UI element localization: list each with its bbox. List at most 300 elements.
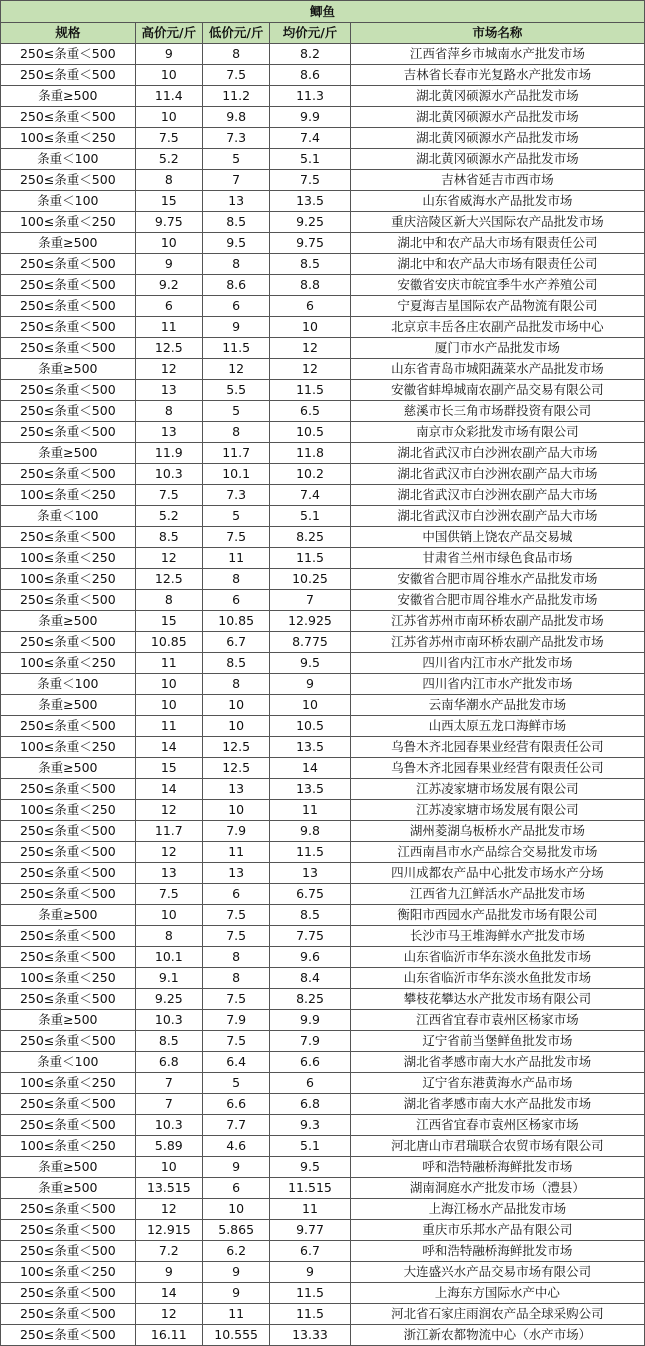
cell-high-price: 12: [135, 800, 202, 821]
cell-high-price: 10.1: [135, 947, 202, 968]
cell-high-price: 7.5: [135, 485, 202, 506]
cell-high-price: 10: [135, 1157, 202, 1178]
cell-market-name: 湖北黄冈硕源水产品批发市场: [350, 149, 644, 170]
cell-spec: 条重＜100: [1, 149, 136, 170]
cell-market-name: 安徽省合肥市周谷堆水产品批发市场: [350, 590, 644, 611]
cell-market-name: 浙江新农都物流中心（水产市场）: [350, 1325, 644, 1346]
cell-spec: 250≤条重＜500: [1, 1094, 136, 1115]
cell-market-name: 湖北中和农产品大市场有限责任公司: [350, 254, 644, 275]
cell-market-name: 乌鲁木齐北园春果业经营有限责任公司: [350, 737, 644, 758]
table-row: [1, 947, 645, 968]
cell-avg-price: 12: [270, 338, 350, 359]
cell-low-price: 8.6: [202, 275, 269, 296]
cell-high-price: 7.5: [135, 128, 202, 149]
cell-spec: 250≤条重＜500: [1, 380, 136, 401]
cell-low-price: 10: [202, 695, 269, 716]
cell-market-name: 江苏省苏州市南环桥农副产品批发市场: [350, 611, 644, 632]
table-row: [1, 1262, 645, 1283]
table-row: [1, 842, 645, 863]
table-row: [1, 1031, 645, 1052]
cell-avg-price: 9: [270, 1262, 350, 1283]
cell-spec: 条重＜100: [1, 674, 136, 695]
cell-market-name: 北京京丰岳各庄农副产品批发市场中心: [350, 317, 644, 338]
table-row: [1, 569, 645, 590]
cell-avg-price: 6.8: [270, 1094, 350, 1115]
cell-low-price: 10: [202, 800, 269, 821]
cell-market-name: 湖北省武汉市白沙洲农副产品大市场: [350, 506, 644, 527]
cell-market-name: 辽宁省前当堡鲜鱼批发市场: [350, 1031, 644, 1052]
cell-low-price: 7.7: [202, 1115, 269, 1136]
cell-spec: 250≤条重＜500: [1, 527, 136, 548]
header-row: [1, 23, 645, 44]
cell-low-price: 7.3: [202, 485, 269, 506]
cell-low-price: 7: [202, 170, 269, 191]
table-row: [1, 695, 645, 716]
cell-market-name: 乌鲁木齐北园春果业经营有限责任公司: [350, 758, 644, 779]
table-row: [1, 758, 645, 779]
cell-avg-price: 6: [270, 296, 350, 317]
table-row: [1, 905, 645, 926]
cell-spec: 250≤条重＜500: [1, 863, 136, 884]
cell-high-price: 10: [135, 107, 202, 128]
cell-high-price: 7.2: [135, 1241, 202, 1262]
cell-low-price: 5: [202, 149, 269, 170]
cell-low-price: 5: [202, 401, 269, 422]
cell-high-price: 13: [135, 422, 202, 443]
cell-spec: 250≤条重＜500: [1, 1031, 136, 1052]
cell-high-price: 13: [135, 380, 202, 401]
cell-high-price: 15: [135, 611, 202, 632]
cell-spec: 250≤条重＜500: [1, 1304, 136, 1325]
cell-market-name: 衡阳市西园水产品批发市场有限公司: [350, 905, 644, 926]
cell-low-price: 8.5: [202, 653, 269, 674]
cell-market-name: 中国供销上饶农产品交易城: [350, 527, 644, 548]
table-row: [1, 254, 645, 275]
cell-market-name: 山东省临沂市华东淡水鱼批发市场: [350, 947, 644, 968]
cell-low-price: 9: [202, 1157, 269, 1178]
cell-avg-price: 13: [270, 863, 350, 884]
cell-low-price: 5.5: [202, 380, 269, 401]
cell-high-price: 10.3: [135, 1010, 202, 1031]
cell-high-price: 10.3: [135, 464, 202, 485]
cell-spec: 条重≥500: [1, 758, 136, 779]
cell-market-name: 呼和浩特融桥海鲜批发市场: [350, 1241, 644, 1262]
table-row: [1, 170, 645, 191]
cell-avg-price: 7.5: [270, 170, 350, 191]
cell-low-price: 9.5: [202, 233, 269, 254]
cell-low-price: 6.2: [202, 1241, 269, 1262]
cell-low-price: 11.5: [202, 338, 269, 359]
cell-low-price: 8: [202, 422, 269, 443]
table-row: [1, 1157, 645, 1178]
cell-low-price: 6: [202, 296, 269, 317]
table-row: [1, 401, 645, 422]
cell-low-price: 6.6: [202, 1094, 269, 1115]
cell-low-price: 7.9: [202, 821, 269, 842]
cell-market-name: 湖北中和农产品大市场有限责任公司: [350, 233, 644, 254]
cell-spec: 250≤条重＜500: [1, 422, 136, 443]
cell-spec: 条重＜100: [1, 191, 136, 212]
cell-market-name: 上海东方国际水产中心: [350, 1283, 644, 1304]
cell-high-price: 9.75: [135, 212, 202, 233]
cell-high-price: 6.8: [135, 1052, 202, 1073]
table-row: [1, 296, 645, 317]
cell-avg-price: 9.9: [270, 1010, 350, 1031]
cell-high-price: 8.5: [135, 1031, 202, 1052]
cell-market-name: 江西省宜春市袁州区杨家市场: [350, 1115, 644, 1136]
cell-avg-price: 8.5: [270, 905, 350, 926]
cell-market-name: 河北唐山市君瑞联合农贸市场有限公司: [350, 1136, 644, 1157]
cell-avg-price: 6.5: [270, 401, 350, 422]
header-low-price: 低价元/斤: [202, 23, 269, 44]
cell-market-name: 江西省九江鲜活水产品批发市场: [350, 884, 644, 905]
cell-low-price: 11: [202, 548, 269, 569]
cell-spec: 250≤条重＜500: [1, 1199, 136, 1220]
table-title: 鲫鱼: [1, 1, 645, 23]
table-row: [1, 65, 645, 86]
cell-high-price: 12.5: [135, 569, 202, 590]
cell-high-price: 13: [135, 863, 202, 884]
cell-high-price: 14: [135, 737, 202, 758]
cell-avg-price: 7.9: [270, 1031, 350, 1052]
table-row: [1, 884, 645, 905]
table-row: [1, 968, 645, 989]
cell-spec: 250≤条重＜500: [1, 947, 136, 968]
cell-low-price: 11: [202, 1304, 269, 1325]
cell-spec: 条重＜100: [1, 1052, 136, 1073]
table-row: [1, 44, 645, 65]
cell-market-name: 江苏凌家塘市场发展有限公司: [350, 800, 644, 821]
cell-avg-price: 8.775: [270, 632, 350, 653]
cell-spec: 100≤条重＜250: [1, 1136, 136, 1157]
table-row: [1, 317, 645, 338]
table-row: [1, 233, 645, 254]
cell-spec: 100≤条重＜250: [1, 968, 136, 989]
cell-avg-price: 12.925: [270, 611, 350, 632]
cell-spec: 250≤条重＜500: [1, 1241, 136, 1262]
table-row: [1, 779, 645, 800]
cell-high-price: 16.11: [135, 1325, 202, 1346]
table-row: [1, 128, 645, 149]
cell-spec: 条重≥500: [1, 233, 136, 254]
cell-low-price: 5.865: [202, 1220, 269, 1241]
cell-avg-price: 11.3: [270, 86, 350, 107]
cell-high-price: 7.5: [135, 884, 202, 905]
table-row: [1, 149, 645, 170]
cell-market-name: 山西太原五龙口海鲜市场: [350, 716, 644, 737]
table-row: [1, 1010, 645, 1031]
cell-spec: 250≤条重＜500: [1, 1283, 136, 1304]
cell-spec: 100≤条重＜250: [1, 1262, 136, 1283]
cell-spec: 条重≥500: [1, 611, 136, 632]
table-row: [1, 926, 645, 947]
cell-spec: 100≤条重＜250: [1, 485, 136, 506]
table-row: [1, 1325, 645, 1346]
cell-market-name: 慈溪市长三角市场群投资有限公司: [350, 401, 644, 422]
table-row: [1, 1136, 645, 1157]
cell-low-price: 8: [202, 44, 269, 65]
cell-high-price: 12.915: [135, 1220, 202, 1241]
table-row: [1, 548, 645, 569]
cell-market-name: 南京市众彩批发市场有限公司: [350, 422, 644, 443]
cell-avg-price: 13.5: [270, 191, 350, 212]
cell-market-name: 江西南昌市水产品综合交易批发市场: [350, 842, 644, 863]
cell-avg-price: 10.2: [270, 464, 350, 485]
cell-high-price: 8: [135, 170, 202, 191]
cell-avg-price: 13.5: [270, 779, 350, 800]
cell-low-price: 5: [202, 506, 269, 527]
table-row: [1, 464, 645, 485]
cell-high-price: 5.2: [135, 149, 202, 170]
cell-avg-price: 9.6: [270, 947, 350, 968]
cell-market-name: 湖北省武汉市白沙洲农副产品大市场: [350, 485, 644, 506]
cell-high-price: 15: [135, 758, 202, 779]
table-row: [1, 380, 645, 401]
cell-low-price: 10: [202, 716, 269, 737]
header-avg-price: 均价元/斤: [270, 23, 350, 44]
cell-market-name: 湖北黄冈硕源水产品批发市场: [350, 107, 644, 128]
cell-high-price: 12.5: [135, 338, 202, 359]
cell-market-name: 甘肃省兰州市绿色食品市场: [350, 548, 644, 569]
cell-avg-price: 8.8: [270, 275, 350, 296]
cell-low-price: 9.8: [202, 107, 269, 128]
cell-high-price: 11: [135, 653, 202, 674]
cell-market-name: 湖北黄冈硕源水产品批发市场: [350, 86, 644, 107]
cell-market-name: 大连盛兴水产品交易市场有限公司: [350, 1262, 644, 1283]
cell-spec: 250≤条重＜500: [1, 590, 136, 611]
table-row: [1, 989, 645, 1010]
cell-low-price: 8: [202, 947, 269, 968]
table-row: [1, 359, 645, 380]
cell-spec: 250≤条重＜500: [1, 254, 136, 275]
table-row: [1, 674, 645, 695]
table-row: [1, 737, 645, 758]
cell-market-name: 山东省临沂市华东淡水鱼批发市场: [350, 968, 644, 989]
cell-low-price: 11.7: [202, 443, 269, 464]
cell-high-price: 12: [135, 1199, 202, 1220]
cell-spec: 条重≥500: [1, 1010, 136, 1031]
cell-avg-price: 11: [270, 800, 350, 821]
cell-low-price: 4.6: [202, 1136, 269, 1157]
cell-market-name: 湖北省武汉市白沙洲农副产品大市场: [350, 464, 644, 485]
cell-high-price: 8: [135, 401, 202, 422]
table-row: [1, 1220, 645, 1241]
cell-spec: 100≤条重＜250: [1, 128, 136, 149]
cell-market-name: 山东省青岛市城阳蔬菜水产品批发市场: [350, 359, 644, 380]
table-row: [1, 1304, 645, 1325]
cell-spec: 250≤条重＜500: [1, 338, 136, 359]
table-row: [1, 1115, 645, 1136]
cell-spec: 条重≥500: [1, 359, 136, 380]
cell-spec: 250≤条重＜500: [1, 1115, 136, 1136]
cell-high-price: 11.9: [135, 443, 202, 464]
cell-low-price: 13: [202, 191, 269, 212]
cell-avg-price: 8.4: [270, 968, 350, 989]
cell-high-price: 8: [135, 590, 202, 611]
cell-high-price: 5.2: [135, 506, 202, 527]
cell-high-price: 11.4: [135, 86, 202, 107]
cell-low-price: 7.5: [202, 905, 269, 926]
cell-low-price: 5: [202, 1073, 269, 1094]
cell-avg-price: 8.25: [270, 527, 350, 548]
cell-avg-price: 11.5: [270, 842, 350, 863]
table-row: [1, 422, 645, 443]
cell-spec: 250≤条重＜500: [1, 1325, 136, 1346]
cell-avg-price: 10.25: [270, 569, 350, 590]
cell-market-name: 辽宁省东港黄海水产品市场: [350, 1073, 644, 1094]
cell-market-name: 长沙市马王堆海鲜水产批发市场: [350, 926, 644, 947]
cell-market-name: 湖北省孝感市南大水产品批发市场: [350, 1094, 644, 1115]
table-row: [1, 485, 645, 506]
cell-low-price: 11: [202, 842, 269, 863]
table-row: [1, 1283, 645, 1304]
cell-high-price: 15: [135, 191, 202, 212]
cell-avg-price: 11.5: [270, 1283, 350, 1304]
cell-spec: 100≤条重＜250: [1, 737, 136, 758]
table-row: [1, 716, 645, 737]
cell-low-price: 8: [202, 569, 269, 590]
cell-spec: 条重≥500: [1, 905, 136, 926]
cell-market-name: 呼和浩特融桥海鲜批发市场: [350, 1157, 644, 1178]
cell-spec: 250≤条重＜500: [1, 317, 136, 338]
cell-spec: 100≤条重＜250: [1, 569, 136, 590]
cell-high-price: 9: [135, 44, 202, 65]
cell-spec: 250≤条重＜500: [1, 779, 136, 800]
cell-avg-price: 5.1: [270, 149, 350, 170]
cell-market-name: 上海江杨水产品批发市场: [350, 1199, 644, 1220]
cell-spec: 250≤条重＜500: [1, 464, 136, 485]
table-row: [1, 107, 645, 128]
cell-low-price: 7.9: [202, 1010, 269, 1031]
cell-market-name: 湖南洞庭水产批发市场（澧县）: [350, 1178, 644, 1199]
cell-avg-price: 5.1: [270, 1136, 350, 1157]
header-spec: 规格: [1, 23, 136, 44]
cell-market-name: 厦门市水产品批发市场: [350, 338, 644, 359]
cell-market-name: 云南华潮水产品批发市场: [350, 695, 644, 716]
cell-high-price: 12: [135, 548, 202, 569]
cell-avg-price: 9: [270, 674, 350, 695]
cell-spec: 250≤条重＜500: [1, 275, 136, 296]
cell-avg-price: 7.4: [270, 485, 350, 506]
cell-avg-price: 11.5: [270, 1304, 350, 1325]
cell-high-price: 10: [135, 695, 202, 716]
cell-spec: 250≤条重＜500: [1, 821, 136, 842]
cell-avg-price: 9.9: [270, 107, 350, 128]
cell-spec: 250≤条重＜500: [1, 926, 136, 947]
cell-high-price: 9.1: [135, 968, 202, 989]
cell-low-price: 7.5: [202, 527, 269, 548]
cell-avg-price: 8.25: [270, 989, 350, 1010]
cell-avg-price: 13.5: [270, 737, 350, 758]
cell-avg-price: 8.2: [270, 44, 350, 65]
cell-low-price: 6: [202, 1178, 269, 1199]
cell-avg-price: 10: [270, 317, 350, 338]
cell-high-price: 13.515: [135, 1178, 202, 1199]
cell-spec: 250≤条重＜500: [1, 107, 136, 128]
cell-spec: 250≤条重＜500: [1, 296, 136, 317]
cell-low-price: 7.3: [202, 128, 269, 149]
table-row: [1, 338, 645, 359]
table-row: [1, 1199, 645, 1220]
cell-market-name: 四川省内江市水产批发市场: [350, 674, 644, 695]
cell-spec: 250≤条重＜500: [1, 842, 136, 863]
cell-high-price: 8: [135, 926, 202, 947]
table-row: [1, 1178, 645, 1199]
cell-high-price: 9: [135, 1262, 202, 1283]
cell-spec: 条重≥500: [1, 86, 136, 107]
table-row: [1, 1052, 645, 1073]
cell-avg-price: 10: [270, 695, 350, 716]
cell-low-price: 11.2: [202, 86, 269, 107]
table-row: [1, 191, 645, 212]
cell-high-price: 5.89: [135, 1136, 202, 1157]
cell-avg-price: 9.5: [270, 653, 350, 674]
cell-avg-price: 9.5: [270, 1157, 350, 1178]
cell-low-price: 12.5: [202, 758, 269, 779]
cell-market-name: 江西省萍乡市城南水产批发市场: [350, 44, 644, 65]
cell-avg-price: 12: [270, 359, 350, 380]
cell-spec: 100≤条重＜250: [1, 653, 136, 674]
cell-high-price: 9: [135, 254, 202, 275]
table-row: [1, 1094, 645, 1115]
cell-avg-price: 13.33: [270, 1325, 350, 1346]
cell-avg-price: 9.75: [270, 233, 350, 254]
cell-avg-price: 8.5: [270, 254, 350, 275]
table-row: [1, 821, 645, 842]
cell-spec: 250≤条重＜500: [1, 716, 136, 737]
cell-spec: 250≤条重＜500: [1, 1220, 136, 1241]
table-row: [1, 86, 645, 107]
cell-low-price: 9: [202, 317, 269, 338]
cell-avg-price: 8.6: [270, 65, 350, 86]
cell-avg-price: 14: [270, 758, 350, 779]
cell-market-name: 四川省内江市水产批发市场: [350, 653, 644, 674]
cell-avg-price: 11: [270, 1199, 350, 1220]
cell-avg-price: 7.4: [270, 128, 350, 149]
cell-spec: 250≤条重＜500: [1, 44, 136, 65]
cell-spec: 250≤条重＜500: [1, 989, 136, 1010]
table-row: [1, 275, 645, 296]
cell-market-name: 安徽省安庆市皖宜季牛水产养殖公司: [350, 275, 644, 296]
cell-market-name: 江苏凌家塘市场发展有限公司: [350, 779, 644, 800]
table-body: [1, 44, 645, 1346]
cell-avg-price: 10.5: [270, 422, 350, 443]
cell-high-price: 10.85: [135, 632, 202, 653]
cell-avg-price: 10.5: [270, 716, 350, 737]
cell-high-price: 11: [135, 317, 202, 338]
cell-market-name: 吉林省长春市光复路水产批发市场: [350, 65, 644, 86]
cell-low-price: 8.5: [202, 212, 269, 233]
cell-market-name: 四川成都农产品中心批发市场水产分场: [350, 863, 644, 884]
cell-low-price: 13: [202, 863, 269, 884]
cell-avg-price: 11.5: [270, 548, 350, 569]
cell-spec: 条重＜100: [1, 506, 136, 527]
cell-avg-price: 11.515: [270, 1178, 350, 1199]
cell-spec: 250≤条重＜500: [1, 170, 136, 191]
cell-high-price: 10.3: [135, 1115, 202, 1136]
cell-low-price: 6.7: [202, 632, 269, 653]
cell-low-price: 8: [202, 254, 269, 275]
cell-high-price: 7: [135, 1094, 202, 1115]
cell-high-price: 10: [135, 65, 202, 86]
cell-avg-price: 7: [270, 590, 350, 611]
cell-avg-price: 9.8: [270, 821, 350, 842]
cell-market-name: 河北省石家庄雨润农产品全球采购公司: [350, 1304, 644, 1325]
cell-avg-price: 6.6: [270, 1052, 350, 1073]
cell-high-price: 7: [135, 1073, 202, 1094]
cell-high-price: 10: [135, 905, 202, 926]
cell-high-price: 11: [135, 716, 202, 737]
